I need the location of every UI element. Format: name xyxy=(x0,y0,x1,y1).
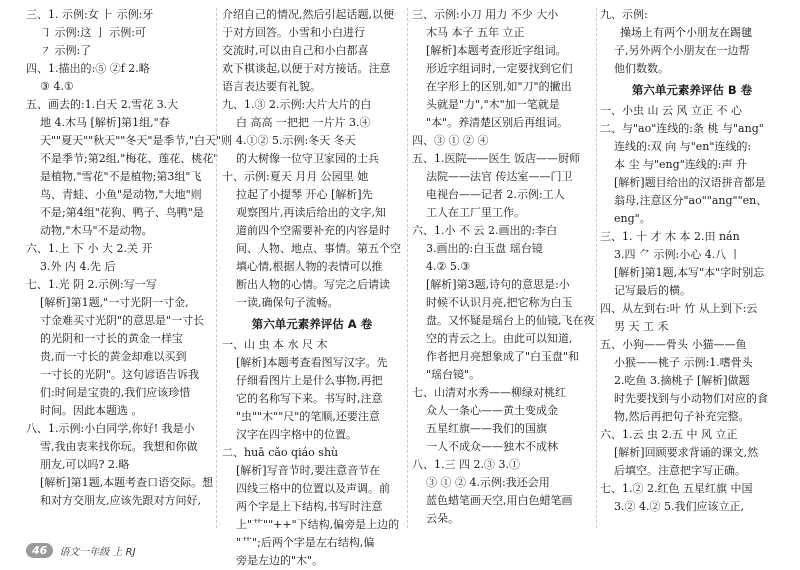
answer-line: 云朵。 xyxy=(426,512,459,525)
column-2 xyxy=(222,6,404,567)
answer-line: [解析]回顾要求背诵的课文,然 xyxy=(614,446,759,459)
answer-line: 地 4.木马 [解析]第1组,"春 xyxy=(40,116,170,129)
page-number: 46 xyxy=(26,543,53,558)
answer-line: 七、1.光 阴 2.示例:写一写 xyxy=(26,278,157,291)
answer-line: 本 尘 与"eng"连线的:声 升 xyxy=(614,158,747,171)
answer-line: "艹";后两个字是左右结构,偏 xyxy=(236,536,375,549)
answer-line: 十、示例:夏天 月月 公园里 她 xyxy=(222,170,369,183)
answer-line: 一读,确保句子流畅。 xyxy=(236,296,339,309)
answer-line: 朋友,可以吗? 2.略 xyxy=(40,458,130,471)
column-divider xyxy=(596,8,597,528)
answer-line: 四、从左到右:叶 竹 从上到下:云 xyxy=(600,302,758,315)
answer-line: 后填空。注意把字写正确。 xyxy=(614,464,746,477)
answer-line: 和对方交朋友,应该先跟对方问好, xyxy=(40,494,201,507)
answer-line: 动物,"木马"不是动物。 xyxy=(40,224,153,237)
answer-line: 不是;第4组"花狗、鸭子、鸟鸭"是 xyxy=(40,206,204,219)
answer-line: 五、1.医院——医生 饭店——厨师 xyxy=(412,152,580,165)
answer-line: 五星红旗——我们的国旗 xyxy=(426,422,547,435)
answer-line: 填心情,根据人物的表情可以推 xyxy=(236,260,383,273)
column-3 xyxy=(412,6,594,536)
answer-line: 四、③ ① ② ④ xyxy=(412,134,489,147)
answer-line: 断出人物的心情。写完之后请读 xyxy=(236,278,390,291)
column-4 xyxy=(600,6,786,536)
answer-line: [解析]第1题,本题考查口语交际。想 xyxy=(40,476,214,489)
answer-line: [解析]本题考查看图写汉字。先 xyxy=(236,356,388,369)
answer-line: 寸金难买寸光阴"的意思是"一寸长 xyxy=(40,314,205,327)
answer-line: 电视台——记者 2.示例:工人 xyxy=(426,188,565,201)
answer-line: 九、1.③ 2.示例:大片大片的白 xyxy=(222,98,372,111)
answer-line: 雪,我由衷来找你玩。我想和你做 xyxy=(40,440,198,453)
answer-line: 六、1.小 不 云 2.画出的:李白 xyxy=(412,224,558,237)
answer-line: 道前四个空需要补充的内容是时 xyxy=(236,224,390,237)
answer-line: 子,另外两个小朋友在一边帮 xyxy=(614,44,750,57)
answer-line: 盘。又怀疑是瑶台上的仙镜,飞在夜 xyxy=(426,314,595,327)
answer-line: ③ ① ② 4.示例:我还会用 xyxy=(426,476,550,489)
answer-line: 一、山 虫 本 水 尺 木 xyxy=(222,338,328,351)
answer-line: 鸟、青蛙、小鱼"是动物,"大地"则 xyxy=(40,188,202,201)
answer-line: 七、1.② 2.红色 五星红旗 中国 xyxy=(600,482,753,495)
answer-line: 不是季节;第2组,"梅花、莲花、桃花" xyxy=(40,152,219,165)
answer-line: 它的名称写下来。书写时,注意 xyxy=(236,392,383,405)
answer-line: 欢下棋谈起,以便于对方接话。注意 xyxy=(222,62,391,75)
answer-line: 在字形上的区别,如"刀"的撇出 xyxy=(426,80,572,93)
column-divider xyxy=(407,8,408,528)
answer-line: 2.吃鱼 3.摘桃子 [解析]做题 xyxy=(614,374,750,387)
answer-line: 小猴——桃子 示例:1.嗜骨头 xyxy=(614,356,753,369)
answer-line: 观察图片,再读后给出的文字,知 xyxy=(236,206,386,219)
answer-line: [解析]本题考查形近字组词。 xyxy=(426,44,567,57)
answer-line: ㇆ 示例:这 亅 示例:可 xyxy=(40,26,146,39)
answer-line: 一人不成众——独木不成林 xyxy=(426,440,558,453)
column-divider xyxy=(216,8,217,528)
answer-line: eng"。 xyxy=(614,212,651,225)
answer-line: 3.画出的:白玉盘 瑶台镜 xyxy=(426,242,543,255)
answer-line: 六、1.上 下 小 大 2.关 开 xyxy=(26,242,153,255)
answer-line: 的大树像一位守卫家园的士兵 xyxy=(236,152,379,165)
answer-line: 是植物,"雪花"不是植物;第3组"飞 xyxy=(40,170,202,183)
answer-line: 三、示例:小刀 用力 不少 大小 xyxy=(412,8,559,21)
answer-line: 五、小狗——骨头 小猫——鱼 xyxy=(600,338,747,351)
section-title: 第六单元素养评估 B 卷 xyxy=(631,83,753,97)
answer-line: [解析]第1题,"一寸光阴一寸金, xyxy=(40,296,189,309)
answer-line: 九、示例: xyxy=(600,8,648,21)
answer-line: 语言表达要有礼貌。 xyxy=(222,80,321,93)
answer-line: 记写最后的横。 xyxy=(614,284,691,297)
answer-line: 贵,而一寸长的黄金却难以买到 xyxy=(40,350,187,363)
answer-line: 连线的:双 向 与"en"连线的: xyxy=(614,140,752,153)
answer-line: 于对方回答。小雪和小白进行 xyxy=(222,26,365,39)
answer-line: 他们数数。 xyxy=(614,62,669,75)
answer-line: 头就是"力","木"加一笔就是 xyxy=(426,98,560,111)
answer-line: 一寸长的光阴"。这句谚语告诉我 xyxy=(40,368,200,381)
answer-line: 众人一条心——黄土变成金 xyxy=(426,404,558,417)
column-1 xyxy=(26,6,233,536)
answer-line: ㇇ 示例:了 xyxy=(40,44,92,57)
answer-line: 的光阴和一寸长的黄金一样宝 xyxy=(40,332,183,345)
answer-line: 上"艹""++"下结构,偏旁是上边的 xyxy=(236,518,400,531)
answer-line: 4.①② 5.示例:冬天 冬天 xyxy=(236,134,356,147)
answer-line: 作者把月亮想象成了"白玉盘"和 xyxy=(426,350,580,363)
answer-line: 时候不认识月亮,把它称为白玉 xyxy=(426,296,573,309)
answer-line: 空的青云之上。由此可以知道, xyxy=(426,332,573,345)
answer-line: 二、与"ao"连线的:条 桃 与"ang" xyxy=(600,122,764,135)
answer-line: 交流时,可以由自己和小白都喜 xyxy=(222,44,369,57)
answer-line: 们:时间是宝贵的,我们应该珍惜 xyxy=(40,386,191,399)
answer-line: 八、1.示例:小白同学,你好! 我是小 xyxy=(26,422,195,435)
page-footer xyxy=(26,541,136,559)
answer-line: "虫""木""尺"的笔顺,还要注意 xyxy=(236,410,380,423)
answer-line: 四线三格中的位置以及声调。前 xyxy=(236,482,390,495)
answer-line: 八、1.三 四 2.③ 3.① xyxy=(412,458,520,471)
answer-line: 男 天 工 禾 xyxy=(614,320,669,333)
answer-line: 两个字是上下结构,书写时注意 xyxy=(236,500,383,513)
answer-line: 介绍自己的情况,然后引起话题,以便 xyxy=(222,8,394,21)
answer-line: 汉字在四字格中的位置。 xyxy=(236,428,357,441)
answer-line: 4.② 5.③ xyxy=(426,260,471,273)
answer-line: 时间。因此本题选 。 xyxy=(40,404,143,417)
answer-line: [解析]第3题,诗句的意思是:小 xyxy=(426,278,570,291)
subject-label: 语文一年级 上 RJ xyxy=(59,546,136,558)
answer-line: 3.② 4.② 5.我们应该立正, xyxy=(614,500,744,513)
answer-line: 拉起了小提琴 开心 [解析]先 xyxy=(236,188,373,201)
answer-line: 五、画去的:1.白天 2.雪花 3.大 xyxy=(26,98,179,111)
answer-line: 3.外 内 4.先 后 xyxy=(40,260,116,273)
section-title: 第六单元素养评估 A 卷 xyxy=(251,317,373,331)
answer-line: [解析]题目给出的汉语拼音都是 xyxy=(614,176,766,189)
answer-line: 三、1. 十 才 木 本 2.田 nán xyxy=(600,230,740,243)
answer-line: 一、小虫 山 云 风 立正 不 心 xyxy=(600,104,742,117)
answer-line: 蓝色蜡笔画天空,用白色蜡笔画 xyxy=(426,494,573,507)
answer-line: 七、山清对水秀——柳绿对桃红 xyxy=(412,386,566,399)
answer-line: 操场上有两个小朋友在踢毽 xyxy=(620,26,752,39)
answer-line: 翁母,注意区分"ao""ang""en、 xyxy=(614,194,768,207)
answer-line: 木马 本子 五年 立正 xyxy=(426,26,525,39)
answer-line: "本"。养清楚区别后再组词。 xyxy=(426,116,569,129)
answer-line: 3.四 ⺈ 示例:小心 4.八 丨 xyxy=(614,248,741,261)
answer-line: ③ 4.① xyxy=(40,80,74,93)
answer-line: 四、1.描出的:⑤ ②f 2.略 xyxy=(26,62,150,75)
answer-line: 白 高高 一把把 一片片 3.④ xyxy=(236,116,371,129)
answer-line: 三、1. 示例:女 ⺊ 示例:牙 xyxy=(26,8,154,21)
answer-line: 法院——法官 传达室——门卫 xyxy=(426,170,573,183)
answer-line: [解析]写音节时,要注意音节在 xyxy=(236,464,381,477)
answer-line: 物,然后再把句子补充完整。 xyxy=(614,410,750,423)
answer-line: 六、1.云 虫 2.五 中 风 立正 xyxy=(600,428,738,441)
answer-line: 仔细看图片上是什么事物,再把 xyxy=(236,374,383,387)
answer-line: 形近字组词时,一定要找到它们 xyxy=(426,62,573,75)
answer-line: 工人在工厂里工作。 xyxy=(426,206,525,219)
answer-line: [解析]第1题,本写"本"字时别忘 xyxy=(614,266,765,279)
answer-line: 间、人物、地点、事情。第五个空 xyxy=(236,242,401,255)
answer-line: 天""夏天""秋天""冬天"是季节,"白天"则 xyxy=(40,134,233,147)
answer-line: "瑶台镜"。 xyxy=(426,368,481,381)
answer-line: 时先要找到与小动物们对应的食 xyxy=(614,392,768,405)
answer-line: 二、huā cǎo qiáo shù xyxy=(222,446,339,459)
answer-line: 旁是左边的"木"。 xyxy=(236,554,324,567)
